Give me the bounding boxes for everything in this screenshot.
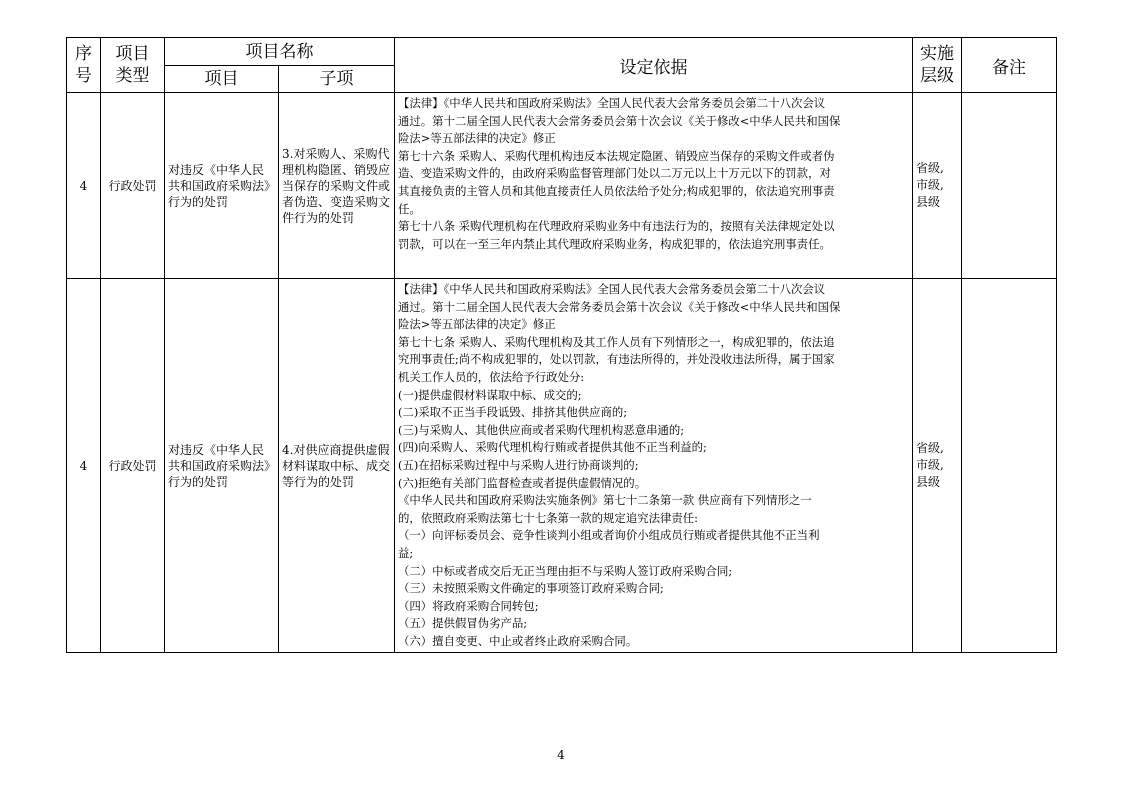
basis-line: 造、变造采购文件的，由政府采购监督管理部门处以二万元以上十万元以下的罚款，对 <box>398 166 831 181</box>
basis-line: 其直接负责的主管人员和其他直接责任人员依法给予处分;构成犯罪的，依法追究刑事责 <box>398 183 835 198</box>
header-item: 项目 <box>165 66 279 93</box>
basis-line: 【法律】《中华人民共和国政府采购法》全国人民代表大会常务委员会第二十八次会议 <box>398 96 826 110</box>
header-seq <box>67 38 101 93</box>
header-remark: 备注 <box>962 38 1057 93</box>
basis-line: （四）将政府采购合同转包; <box>398 598 539 613</box>
basis-line: 的，依照政府采购法第七十七条第一款的规定追究法律责任: <box>398 510 698 525</box>
header-subitem: 子项 <box>279 66 395 93</box>
header-level-line2: 层级 <box>920 66 954 86</box>
basis-line: (三)与采购人、其他供应商或者采购代理机构恶意串通的; <box>398 422 685 437</box>
basis-line: 第七十七条 采购人、采购代理机构及其工作人员有下列情形之一，构成犯罪的，依法追 <box>398 334 835 349</box>
basis-line: 益; <box>398 545 414 560</box>
basis-line: 通过。第十二届全国人民代表大会常务委员会第十次会议《关于修改<中华人民共和国保 <box>398 299 841 314</box>
header-level <box>913 38 962 93</box>
row-type: 行政处罚 <box>101 93 165 279</box>
basis-line: 罚款，可以在一至三年内禁止其代理政府采购业务，构成犯罪的，依法追究刑事责任。 <box>398 236 831 251</box>
basis-line: （六）擅自变更、中止或者终止政府采购合同。 <box>398 633 638 648</box>
basis-line: 机关工作人员的，依法给予行政处分: <box>398 369 585 384</box>
basis-line: （二）中标或者成交后无正当理由拒不与采购人签订政府采购合同; <box>398 563 733 578</box>
basis-line: （三）未按照采购文件确定的事项签订政府采购合同; <box>398 581 664 596</box>
header-type <box>101 38 165 93</box>
level-line: 市级, <box>916 178 944 192</box>
basis-line: (六)拒绝有关部门监督检查或者提供虚假情况的。 <box>398 475 647 490</box>
basis-line: 究刑事责任;尚不构成犯罪的，处以罚款，有违法所得的，并处没收违法所得，属于国家 <box>398 352 835 367</box>
header-type-line1: 项目 <box>115 44 150 64</box>
row-subitem: 3.对采购人、采购代理机构隐匿、销毁应当保存的采购文件或者伪造、变造采购文件行为的处罚 <box>279 93 395 279</box>
basis-line: (一)提供虚假材料谋取中标、成交的; <box>398 387 582 402</box>
basis-line: (四)向采购人、采购代理机构行贿或者提供其他不正当利益的; <box>398 440 707 455</box>
level-line: 市级, <box>916 458 944 473</box>
header-basis: 设定依据 <box>395 38 913 93</box>
row-type: 行政处罚 <box>101 279 165 653</box>
row-seq: 4 <box>67 93 101 279</box>
row-basis <box>395 279 913 653</box>
basis-line: (二)采取不正当手段诋毁、排挤其他供应商的; <box>398 405 628 420</box>
basis-line: 第七十八条 采购代理机构在代理政府采购业务中有违法行为的，按照有关法律规定处以 <box>398 219 835 234</box>
header-level-line1: 实施 <box>920 44 954 64</box>
level-line: 省级, <box>916 161 944 175</box>
level-line: 省级, <box>916 441 944 456</box>
table-row <box>67 93 1057 279</box>
row-level <box>913 93 962 279</box>
basis-line: 第七十六条 采购人、采购代理机构违反本法规定隐匿、销毁应当保存的采购文件或者伪 <box>398 148 835 163</box>
row-remark <box>962 279 1057 653</box>
table-row <box>67 279 1057 653</box>
basis-line: 险法>等五部法律的决定》修正 <box>398 131 556 146</box>
row-remark <box>962 93 1057 279</box>
basis-line: 险法>等五部法律的决定》修正 <box>398 317 556 332</box>
basis-line: 《中华人民共和国政府采购法实施条例》第七十二条第一款 供应商有下列情形之一 <box>398 493 812 508</box>
row-basis <box>395 93 913 279</box>
row-subitem: 4.对供应商提供虚假材料谋取中标、成交等行为的处罚 <box>279 279 395 653</box>
header-type-line2: 类型 <box>115 66 150 86</box>
header-seq-line2: 号 <box>75 66 92 86</box>
row-item: 对违反《中华人民共和国政府采购法》行为的处罚 <box>165 93 279 279</box>
page-number: 4 <box>557 748 565 762</box>
row-item: 对违反《中华人民共和国政府采购法》行为的处罚 <box>165 279 279 653</box>
basis-line: （一）向评标委员会、竞争性谈判小组或者询价小组成员行贿或者提供其他不正当利 <box>398 528 820 543</box>
basis-line: 通过。第十二届全国人民代表大会常务委员会第十次会议《关于修改<中华人民共和国保 <box>398 113 841 128</box>
row-seq: 4 <box>67 279 101 653</box>
basis-line: 任。 <box>398 201 421 216</box>
basis-line: 【法律】《中华人民共和国政府采购法》全国人民代表大会常务委员会第二十八次会议 <box>398 282 826 296</box>
header-seq-line1: 序 <box>75 44 92 64</box>
basis-line: （五）提供假冒伪劣产品; <box>398 616 528 631</box>
level-line: 县级 <box>916 475 941 490</box>
row-level <box>913 279 962 653</box>
catalog-table <box>66 37 1057 653</box>
level-line: 县级 <box>916 195 941 209</box>
header-name-group: 项目名称 <box>165 38 395 66</box>
basis-line: (五)在招标采购过程中与采购人进行协商谈判的; <box>398 457 639 472</box>
